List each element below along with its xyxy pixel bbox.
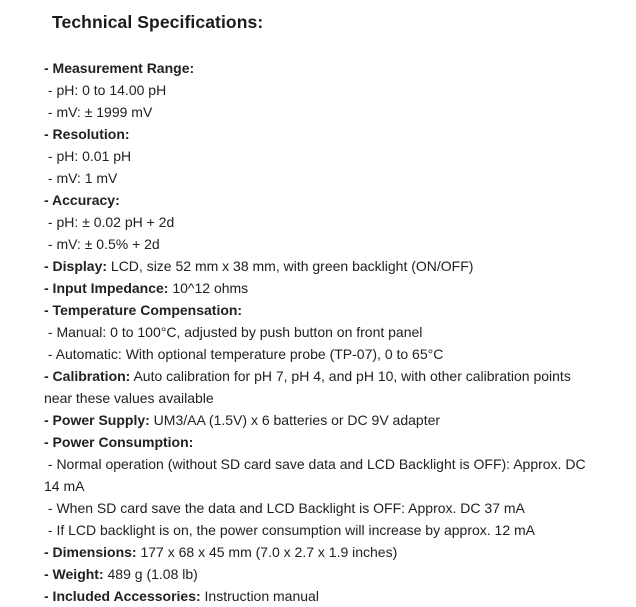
spec-text: 177 x 68 x 45 mm (7.0 x 2.7 x 1.9 inches) bbox=[136, 544, 398, 560]
spec-text: Instruction manual bbox=[200, 588, 319, 604]
spec-line bbox=[44, 365, 594, 409]
spec-line bbox=[44, 167, 594, 189]
spec-text: Auto calibration for pH 7, pH 4, and pH 10, with other calibration points near these values available bbox=[44, 368, 575, 406]
spec-line bbox=[44, 211, 594, 233]
spec-label: - Display: bbox=[44, 258, 108, 274]
spec-line bbox=[44, 453, 594, 497]
spec-line bbox=[44, 101, 594, 123]
spec-line bbox=[44, 255, 594, 277]
spec-line bbox=[44, 299, 594, 321]
spec-text: - Normal operation (without SD card save data and LCD Backlight is OFF): Approx. DC 14 mA bbox=[44, 456, 590, 494]
spec-label: - Dimensions: bbox=[44, 544, 137, 560]
spec-line bbox=[44, 123, 594, 145]
spec-label: - Input Impedance: bbox=[44, 280, 169, 296]
spec-line bbox=[44, 321, 594, 343]
spec-label: - Power Supply: bbox=[44, 412, 150, 428]
spec-text: UM3/AA (1.5V) x 6 batteries or DC 9V adapter bbox=[149, 412, 441, 428]
spec-text: - When SD card save the data and LCD Backlight is OFF: Approx. DC 37 mA bbox=[44, 500, 525, 516]
spec-line bbox=[44, 563, 594, 585]
spec-label: - Included Accessories: bbox=[44, 588, 201, 604]
spec-label: - Accuracy: bbox=[44, 192, 120, 208]
spec-line bbox=[44, 497, 594, 519]
spec-line bbox=[44, 585, 594, 607]
spec-line bbox=[44, 145, 594, 167]
spec-line bbox=[44, 431, 594, 453]
spec-line bbox=[44, 57, 594, 79]
spec-list bbox=[44, 57, 594, 607]
spec-label: - Resolution: bbox=[44, 126, 130, 142]
spec-line bbox=[44, 277, 594, 299]
spec-text: - Manual: 0 to 100°C, adjusted by push button on front panel bbox=[44, 324, 423, 340]
spec-text: 10^12 ohms bbox=[168, 280, 249, 296]
spec-label: - Weight: bbox=[44, 566, 104, 582]
spec-text: LCD, size 52 mm x 38 mm, with green backlight (ON/OFF) bbox=[107, 258, 474, 274]
spec-line bbox=[44, 343, 594, 365]
spec-line bbox=[44, 189, 594, 211]
spec-text: - Automatic: With optional temperature probe (TP-07), 0 to 65°C bbox=[44, 346, 444, 362]
spec-label: - Measurement Range: bbox=[44, 60, 195, 76]
spec-label: - Temperature Compensation: bbox=[44, 302, 243, 318]
page-title: Technical Specifications: bbox=[52, 12, 264, 32]
spec-text: 489 g (1.08 lb) bbox=[103, 566, 198, 582]
spec-text: - pH: 0 to 14.00 pH bbox=[44, 82, 167, 98]
spec-text: - pH: ± 0.02 pH + 2d bbox=[44, 214, 175, 230]
spec-text: - If LCD backlight is on, the power consumption will increase by approx. 12 mA bbox=[44, 522, 536, 538]
spec-text: - mV: 1 mV bbox=[44, 170, 118, 186]
spec-line bbox=[44, 409, 594, 431]
spec-line bbox=[44, 519, 594, 541]
spec-text: - mV: ± 0.5% + 2d bbox=[44, 236, 160, 252]
spec-line bbox=[44, 79, 594, 101]
spec-label: - Calibration: bbox=[44, 368, 131, 384]
spec-text: - mV: ± 1999 mV bbox=[44, 104, 153, 120]
spec-label: - Power Consumption: bbox=[44, 434, 194, 450]
spec-text: - pH: 0.01 pH bbox=[44, 148, 132, 164]
spec-line bbox=[44, 541, 594, 563]
spec-line bbox=[44, 233, 594, 255]
